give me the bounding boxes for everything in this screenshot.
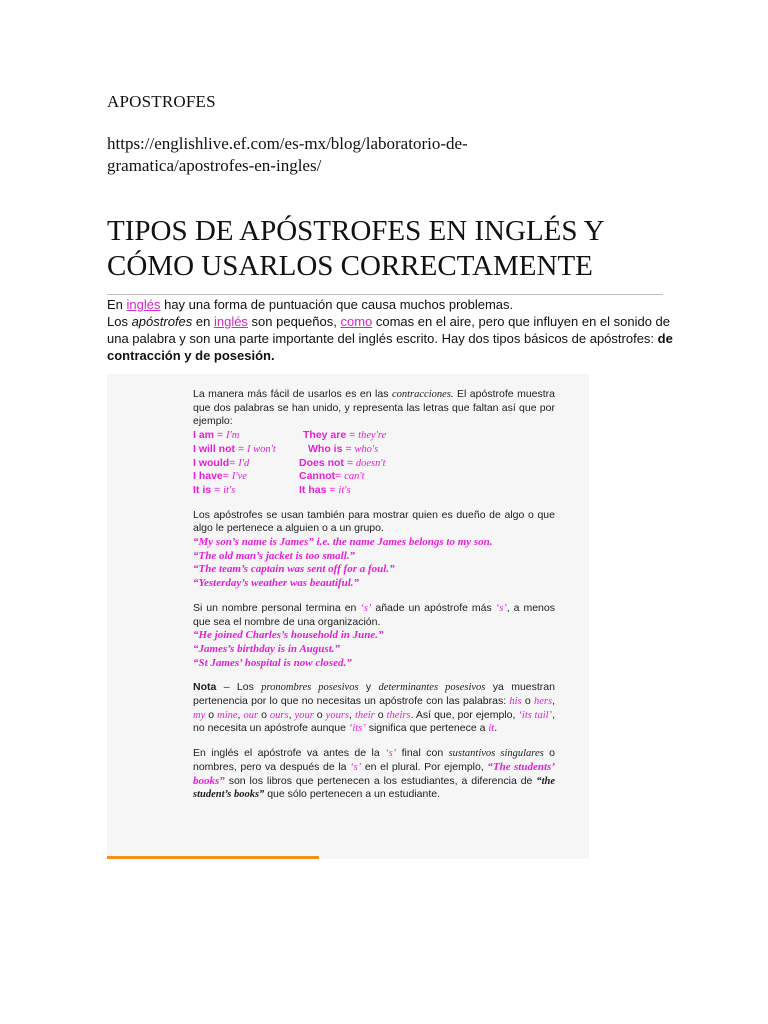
text: o bbox=[521, 695, 534, 708]
contraction-full: I have bbox=[193, 470, 223, 483]
quote: it bbox=[488, 723, 495, 735]
contractions-list bbox=[193, 429, 555, 498]
contraction-item bbox=[193, 429, 303, 443]
contraction-short: who's bbox=[354, 443, 379, 455]
pronoun: mine bbox=[217, 709, 238, 721]
emphasis: sustantivos singulares bbox=[448, 748, 544, 760]
spacer bbox=[193, 670, 555, 681]
contraction-full: It has bbox=[299, 483, 327, 496]
emphasis: pronombres posesivos bbox=[261, 682, 359, 694]
ingles-link[interactable]: inglés bbox=[213, 314, 248, 329]
page-title: TIPOS DE APÓSTROFES EN INGLÉS Y CÓMO USARLOS CORRECTAMENTE bbox=[107, 215, 604, 282]
note-label: Nota bbox=[193, 681, 217, 694]
example-sentence: “The team’s captain was sent off for a foul.” bbox=[193, 563, 395, 576]
equals: = bbox=[326, 483, 339, 496]
emphasis: contracciones. bbox=[391, 389, 454, 400]
text: En inglés el apóstrofe va antes de la bbox=[193, 747, 386, 760]
pronoun: our bbox=[243, 709, 259, 721]
pronoun: theirs bbox=[386, 709, 411, 721]
intro-paragraph-1 bbox=[107, 296, 673, 313]
text: o bbox=[205, 708, 218, 721]
contraction-short: can't bbox=[344, 471, 365, 483]
text: hay una forma de puntuación que causa muchos problemas. bbox=[160, 297, 514, 312]
text: , a menos que sea el nombre de una organización. bbox=[193, 601, 555, 628]
contraction-short: doesn't bbox=[355, 457, 386, 469]
text: , bbox=[552, 695, 555, 708]
text: en bbox=[192, 314, 214, 329]
pronoun: my bbox=[193, 709, 206, 721]
pronoun: hers bbox=[533, 696, 553, 708]
example-sentence: “He joined Charles’s household in June.” bbox=[193, 629, 384, 642]
contraction-short: they're bbox=[358, 430, 387, 442]
contraction-full: They are bbox=[303, 429, 347, 442]
text: comas en el aire, pero que influyen en el sonido de una palabra y son una parte importante del inglés escrito. Hay dos tipos básicos de apóstrofes: bbox=[107, 314, 671, 346]
contraction-short: it's bbox=[338, 484, 351, 496]
equals: = bbox=[222, 470, 232, 483]
example-inline: “the student’s books” bbox=[193, 775, 555, 801]
image-content bbox=[193, 388, 555, 802]
possession-paragraph: Los apóstrofes se usan también para mostrar quien es dueño de algo o que algo le pertenece a alguien o a un grupo. bbox=[193, 508, 555, 535]
contraction-short: it's bbox=[223, 484, 236, 496]
contraction-full: I will not bbox=[193, 442, 235, 455]
equals: = bbox=[343, 456, 356, 469]
contraction-item bbox=[193, 470, 303, 484]
equals: = bbox=[229, 456, 239, 469]
pronoun: yours bbox=[325, 709, 349, 721]
contraction-short: I'm bbox=[225, 430, 240, 442]
contraction-item bbox=[303, 443, 555, 457]
equals: = bbox=[346, 429, 359, 442]
equals: = bbox=[342, 442, 355, 455]
text: o nombres, pero va después de la bbox=[193, 747, 555, 773]
document-label: APOSTROFES bbox=[107, 92, 216, 111]
text: En bbox=[107, 297, 127, 312]
text: añade un apóstrofe más bbox=[371, 601, 496, 614]
text: . Así que, por ejemplo, bbox=[410, 708, 519, 721]
quote: ‘s’ bbox=[350, 761, 362, 773]
text: . bbox=[494, 722, 498, 735]
types-strong: de contracción y de posesión. bbox=[107, 331, 673, 363]
quote: ‘s’ bbox=[360, 602, 372, 614]
text: ya muestran pertenencia por lo que no necesitas un apóstrofe con las palabras: bbox=[193, 681, 555, 708]
text: – Los bbox=[216, 681, 262, 694]
contraction-full: Who is bbox=[308, 442, 343, 455]
pronoun: ours bbox=[269, 709, 289, 721]
contraction-item bbox=[193, 457, 303, 471]
example-sentence: “My son’s name is James” i.e. the name James belongs to my son. bbox=[193, 536, 493, 549]
spacer bbox=[193, 498, 555, 509]
contraction-item bbox=[303, 429, 555, 443]
text: La manera más fácil de usarlos es en las bbox=[193, 388, 392, 400]
example-sentence: “The old man’s jacket is too small.” bbox=[193, 549, 356, 562]
equals: = bbox=[235, 442, 247, 455]
contraction-full: Cannot bbox=[299, 470, 336, 483]
quote: ‘its’ bbox=[348, 723, 366, 735]
explanation-image bbox=[107, 374, 589, 859]
text: son los libros que pertenecen a los estudiantes, a diferencia de bbox=[224, 774, 537, 787]
contraction-full: It is bbox=[193, 483, 212, 496]
text: son pequeños, bbox=[247, 314, 341, 329]
text: , no necesita un apóstrofe aunque bbox=[193, 708, 555, 735]
intro-paragraph-2 bbox=[107, 313, 673, 364]
contraction-full: Does not bbox=[299, 456, 344, 469]
contraction-full: I would bbox=[193, 456, 230, 469]
como-link[interactable]: como bbox=[340, 314, 373, 329]
contraction-item bbox=[299, 484, 555, 498]
ingles-link[interactable]: inglés bbox=[126, 297, 161, 312]
text: significa que pertenece a bbox=[365, 722, 489, 735]
emphasis: apóstrofes bbox=[131, 314, 193, 329]
text: que sólo pertenecen a un estudiante. bbox=[264, 788, 440, 801]
contraction-short: I won't bbox=[246, 443, 276, 455]
equals: = bbox=[335, 470, 345, 483]
names-paragraph bbox=[193, 602, 555, 629]
example-inline: “The students’ books” bbox=[193, 760, 555, 787]
text: final con bbox=[396, 747, 449, 760]
text: o bbox=[258, 708, 270, 721]
text: y bbox=[358, 681, 379, 694]
contraction-full: I am bbox=[193, 429, 215, 442]
contraction-short: I've bbox=[231, 471, 247, 483]
contraction-item bbox=[299, 470, 555, 484]
quote: ‘s’ bbox=[385, 748, 397, 760]
text: o bbox=[313, 708, 326, 721]
contraction-item bbox=[299, 457, 555, 471]
emphasis: determinantes posesivos bbox=[378, 682, 486, 694]
text: en el plural. Por ejemplo, bbox=[361, 760, 488, 773]
pronoun: his bbox=[509, 696, 522, 708]
spacer bbox=[193, 591, 555, 602]
equals: = bbox=[211, 483, 224, 496]
contraction-short: I'd bbox=[238, 457, 250, 469]
example-sentence: “James’s birthday is in August.” bbox=[193, 642, 341, 655]
title-divider bbox=[107, 294, 663, 295]
contractions-paragraph bbox=[193, 388, 555, 429]
text: , bbox=[288, 708, 295, 721]
text: , bbox=[237, 708, 244, 721]
quote: ‘s’ bbox=[495, 602, 507, 614]
note-paragraph bbox=[193, 681, 555, 736]
source-url[interactable]: https://englishlive.ef.com/es-mx/blog/laboratorio-de-gramatica/apostrofes-en-ingles/ bbox=[107, 134, 468, 175]
equals: = bbox=[214, 429, 226, 442]
pronoun: their bbox=[354, 709, 375, 721]
text: Si un nombre personal termina en bbox=[193, 601, 361, 614]
pronoun: your bbox=[294, 709, 314, 721]
text: , bbox=[349, 708, 355, 721]
example-sentence: “St James’ hospital is now closed.” bbox=[193, 656, 352, 669]
plural-paragraph bbox=[193, 747, 555, 802]
example-sentence: “Yesterday’s weather was beautiful.” bbox=[193, 577, 360, 590]
intro-text bbox=[107, 296, 673, 364]
contraction-item bbox=[193, 484, 303, 498]
text: o bbox=[374, 708, 387, 721]
orange-accent-bar bbox=[107, 856, 319, 859]
text: Los bbox=[107, 314, 132, 329]
spacer bbox=[193, 736, 555, 747]
text: El apóstrofe muestra que dos palabras se han unido, y representa las letras que faltan así que por ejemplo: bbox=[193, 388, 556, 428]
contraction-item bbox=[193, 443, 303, 457]
quote: ‘its tail’ bbox=[518, 709, 553, 721]
